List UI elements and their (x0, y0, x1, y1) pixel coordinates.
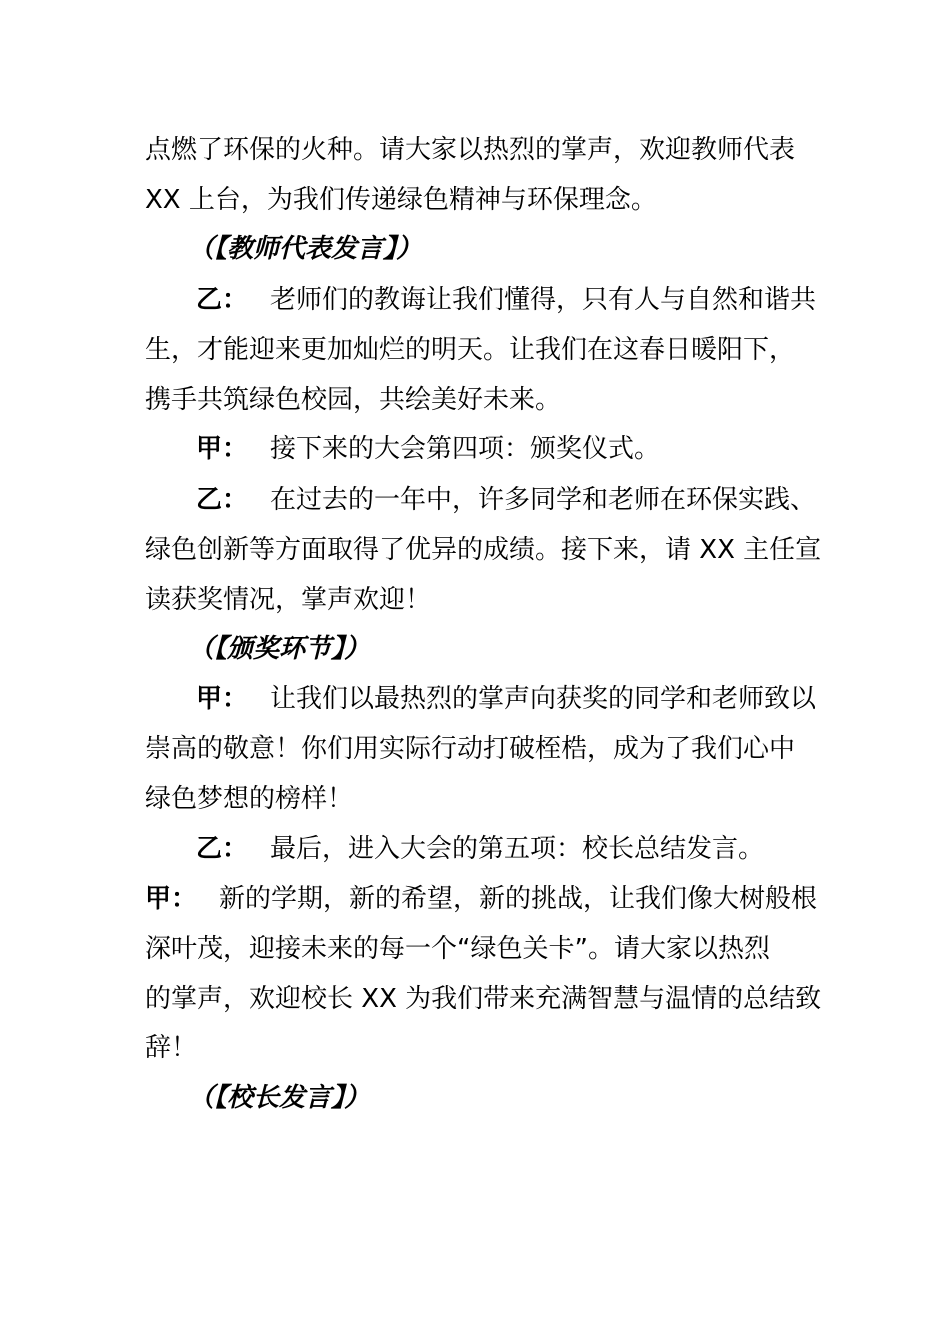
line-text: 绿色创新等方面取得了优异的成绩。接下来，请 XX 主任宣 (145, 535, 822, 565)
text-line (145, 133, 795, 167)
line-text: 接下来的大会第四项：颁奖仪式。 (270, 434, 661, 464)
stage-direction-award-ceremony (188, 632, 370, 666)
speaker-label: 乙： (196, 834, 249, 864)
line-text: 深叶茂，迎接未来的每一个“绿色关卡”。请大家以热烈 (145, 934, 770, 964)
text-line (145, 932, 770, 966)
text-line (145, 583, 431, 617)
line-text: 携手共筑绿色校园，共绘美好未来。 (145, 385, 562, 415)
line-text: XX 上台，为我们传递绿色精神与环保理念。 (145, 185, 657, 215)
line-text: 点燃了环保的火种。请大家以热烈的掌声，欢迎教师代表 (145, 135, 796, 165)
text-line (145, 333, 795, 367)
speaker-label: 甲： (196, 684, 249, 714)
text-line (145, 533, 821, 567)
line-text: 新的学期，新的希望，新的挑战，让我们像大树般根 (219, 884, 818, 914)
dialogue-line (196, 832, 764, 866)
dialogue-line (196, 432, 660, 466)
text-line (145, 1031, 197, 1065)
stage-direction-text: （【校长发言】） (188, 1083, 371, 1113)
stage-direction-principal-speech (188, 1081, 370, 1115)
dialogue-line (196, 682, 816, 716)
dialogue-line (196, 283, 816, 317)
line-text: 崇高的敬意！你们用实际行动打破桎梏，成为了我们心中 (145, 734, 796, 764)
text-line (145, 732, 795, 766)
speaker-label: 乙： (196, 285, 249, 315)
text-line (145, 982, 821, 1016)
speaker-label: 甲： (145, 884, 198, 914)
line-text: 生，才能迎来更加灿烂的明天。让我们在这春日暖阳下， (145, 335, 796, 365)
text-line (145, 183, 657, 217)
dialogue-line (196, 483, 816, 517)
line-text: 辞！ (145, 1033, 198, 1063)
stage-direction-teacher-speech (188, 232, 422, 266)
speaker-label: 乙： (196, 485, 249, 515)
text-line (145, 782, 353, 816)
stage-direction-text: （【教师代表发言】） (188, 234, 423, 264)
line-text: 让我们以最热烈的掌声向获奖的同学和老师致以 (270, 684, 817, 714)
line-text: 最后，进入大会的第五项：校长总结发言。 (270, 834, 765, 864)
line-text: 老师们的教诲让我们懂得，只有人与自然和谐共 (270, 285, 817, 315)
line-text: 的掌声，欢迎校长 XX 为我们带来充满智慧与温情的总结致 (145, 984, 822, 1014)
line-text: 绿色梦想的榜样！ (145, 784, 354, 814)
line-text: 读获奖情况，掌声欢迎！ (145, 585, 432, 615)
text-line (145, 383, 561, 417)
line-text: 在过去的一年中，许多同学和老师在环保实践、 (270, 485, 817, 515)
dialogue-line (145, 882, 817, 916)
speaker-label: 甲： (196, 434, 249, 464)
stage-direction-text: （【颁奖环节】） (188, 634, 371, 664)
